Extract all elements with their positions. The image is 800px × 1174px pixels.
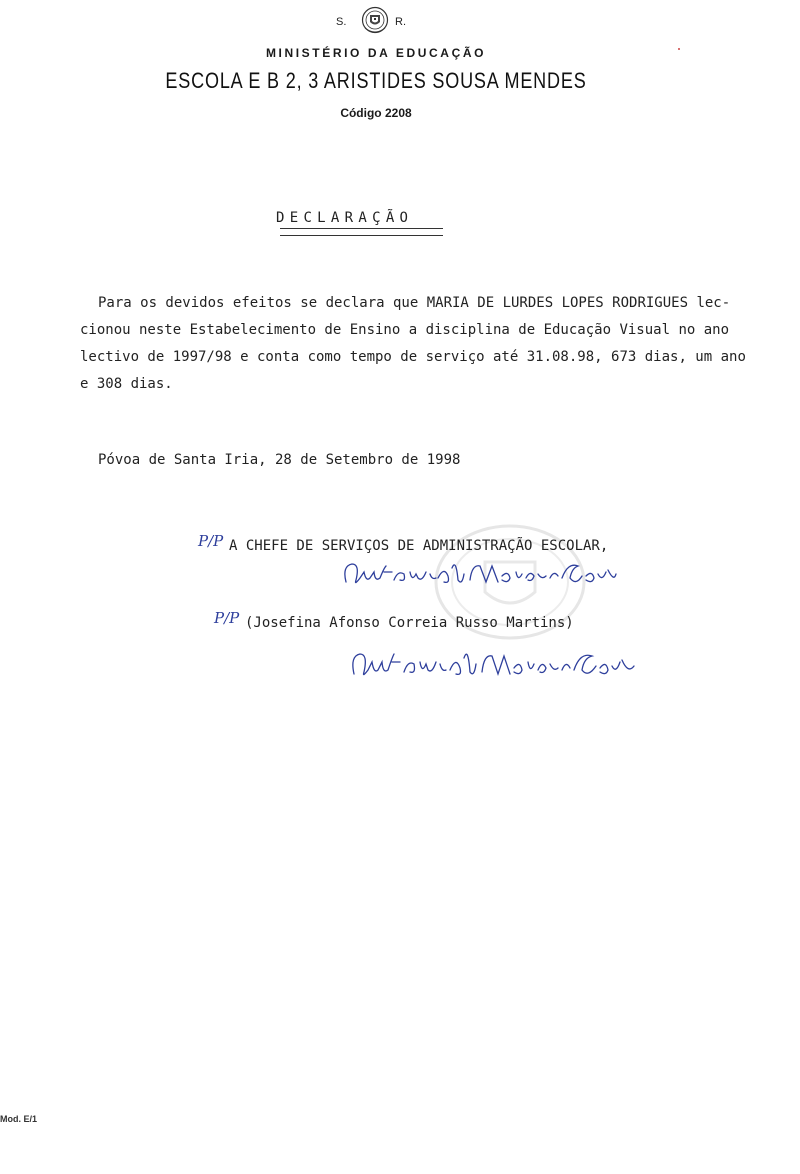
- form-code: Mod. E/1: [0, 1114, 38, 1124]
- title-double-underline: [280, 228, 443, 236]
- body-line-3: lectivo de 1997/98 e conta como tempo de serviço até 31.08.98, 673 dias, um ano: [80, 349, 746, 365]
- ministry-heading: MINISTÉRIO DA EDUCAÇÃO: [265, 46, 487, 60]
- document-title: DECLARAÇÃO: [276, 210, 414, 226]
- per-procuration-mark: P/P: [214, 609, 240, 627]
- body-line-1: Para os devidos efeitos se declara que MARIA DE LURDES LOPES RODRIGUES lec-: [98, 295, 731, 311]
- signatory-role: A CHEFE DE SERVIÇOS DE ADMINISTRAÇÃO ESCOLAR,: [229, 538, 609, 554]
- paper-speck: [678, 48, 680, 50]
- per-procuration-mark: P/P: [198, 532, 224, 550]
- body-line-4: e 308 dias.: [80, 376, 173, 392]
- school-name: ESCOLA E B 2, 3 ARISTIDES SOUSA MENDES: [165, 68, 587, 93]
- place-and-date: Póvoa de Santa Iria, 28 de Setembro de 1998: [98, 452, 461, 468]
- coat-of-arms-icon: [361, 6, 389, 36]
- school-code: Código 2208: [340, 106, 412, 120]
- body-line-2: cionou neste Estabelecimento de Ensino a disciplina de Educação Visual no ano: [80, 322, 730, 338]
- signatory-name: (Josefina Afonso Correia Russo Martins): [245, 615, 574, 631]
- sr-left-text: S.: [336, 16, 347, 28]
- sr-right-text: R.: [395, 16, 406, 28]
- letterhead-emblem-row: [336, 6, 416, 40]
- handwritten-signature-2: [348, 644, 638, 684]
- handwritten-signature-1: [340, 556, 620, 592]
